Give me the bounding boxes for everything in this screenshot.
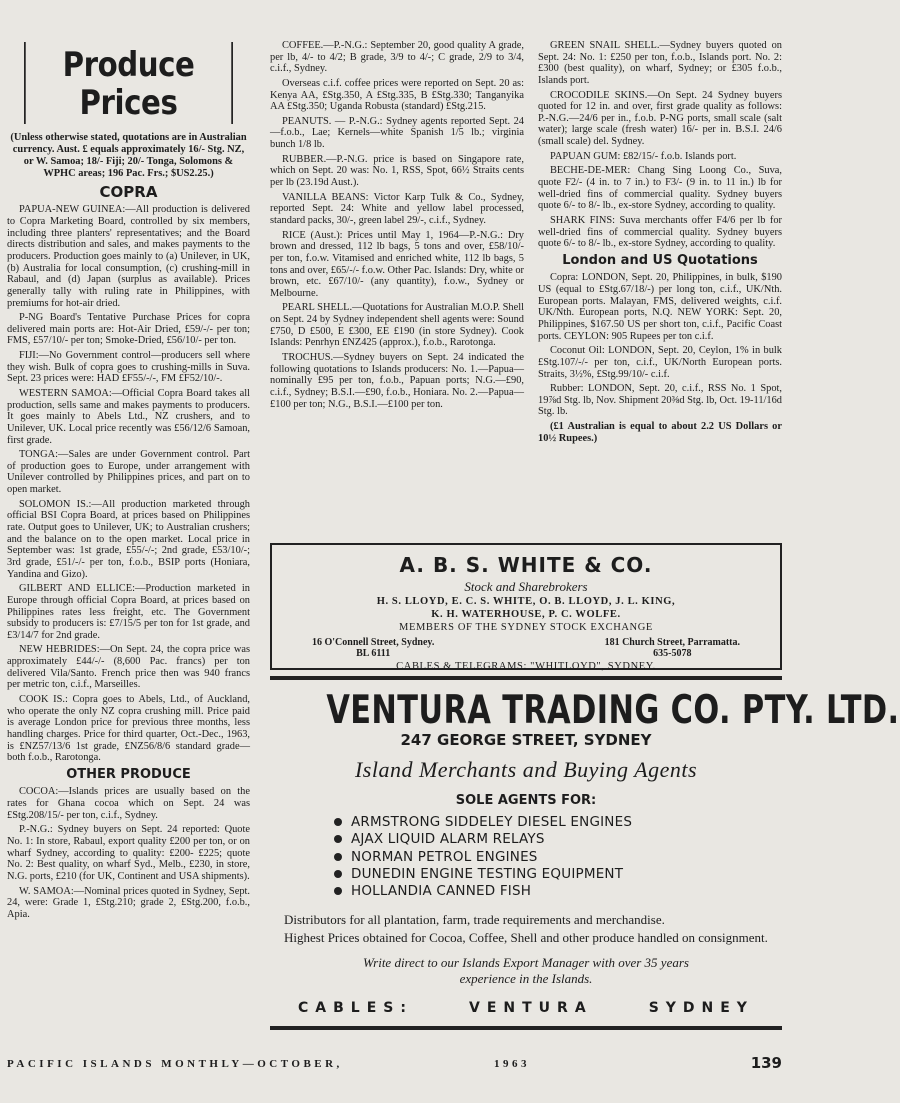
produce-paragraph: P.-N.G.: Sydney buyers on Sept. 24 reported: Quote No. 1: In store, Rabaul, export quality £200 per ton, or on wharf Sydney, according to quality: £200- £225; quote No. 2: Best quality, on wharf Syd., Melb., £230, in store, N.G. ports, £210 (for UK, Continent and USA shipments). (7, 824, 250, 882)
highest-prices-text: Highest Prices obtained for Cocoa, Coffee, Shell and other produce handled on consignment. (284, 929, 768, 945)
abs-partners: K. H. WATERHOUSE, P. C. WOLFE. (431, 609, 621, 621)
copra-paragraph: P-NG Board's Tentative Purchase Prices for copra delivered main ports are: Hot-Air Dried, £59/-/- per ton; FMS, £57/10/- per ton; Smoke-Dried, £56/10/- per ton. (7, 312, 250, 347)
quotation-paragraph: Rubber: LONDON, Sept. 20, c.i.f., RSS No. 1 Spot, 19⅞d Stg. lb, Nov. Shipment 20⅜d Stg. lb, Oct. 19-11/16d Stg. lb. (538, 383, 782, 418)
bullet-icon (334, 835, 342, 843)
address-line: 16 O'Connell Street, Sydney. (312, 637, 435, 649)
agent-name: AJAX LIQUID ALARM RELAYS (351, 831, 545, 848)
other-produce-heading: OTHER PRODUCE (66, 766, 191, 782)
produce-paragraph: GREEN SNAIL SHELL.—Sydney buyers quoted on Sept. 24: No. 1: £250 per ton, f.o.b., Islands port. No. 2: £300 (best quality), on wharf, Sydney; or £305 f.o.b., Islands port. (538, 40, 782, 86)
copra-paragraph: FIJI:—No Government control—producers sell where they wish. Bulk of copra goes to crushing-mills in Suva. Sept. 23 prices were: HAD £F55/-/-, FM £F52/10/-. (7, 350, 250, 385)
phone-line: 635-5078 (653, 648, 692, 660)
bullet-icon (334, 853, 342, 861)
produce-paragraph: W. SAMOA:—Nominal prices quoted in Sydney, Sept. 24, were: Grade 1, £Stg.210; grade 2, £Stg.200, f.o.b., Apia. (7, 885, 250, 920)
page-number: 139 (750, 1054, 782, 1072)
ventura-street: 247 GEORGE STREET, SYDNEY (400, 731, 652, 749)
list-item (334, 849, 782, 866)
abs-cables: CABLES & TELEGRAMS: "WHITLOYD", SYDNEY. (396, 661, 656, 673)
cables-word: VENTURA (469, 1000, 593, 1017)
copra-paragraph: SOLOMON IS.:—All production marketed through official BSI Copra Board, at prices based on Philippines rate. Output goes to Unilever, UK; to Australian crushers; and the balance on to the open market. Local price in September was: 1st grade, £55/-/-; 2nd grade, £53/10/-; 3rd grade, £51/-/- per ton, f.o.b., BSIP ports (Honiara, Yandina and Gizo). (7, 498, 250, 580)
bullet-icon (334, 818, 342, 826)
bullet-icon (334, 887, 342, 895)
produce-paragraph: TROCHUS.—Sydney buyers on Sept. 24 indicated the following quotations to Islands producers: No. 1.—Papua—nominally £95 per ton, f.o.b., Papuan ports; N.G.—£90, c.i.f., Sydney; B.S.I.—£90, f.o.b., Honiara. No. 2.—Papua—£100 per ton; N.G., B.S.I.—£100 per ton. (270, 352, 524, 410)
produce-paragraph: RICE (Aust.): Prices until May 1, 1964—P.-N.G.: Dry brown and dressed, 112 lb bags, 5 tons and over, £58/10/- per ton, f.o.w. Vitamised and enriched white, 112 lb bags, 5 tons and over, £65/-/- f.o.w. Other Pac. Islands: Dry, white or brown, etc. £67/10/- (any quantity), f.o.w., Sydney or Melbourne. (270, 229, 524, 299)
column-1 (7, 40, 250, 923)
bottom-rule (270, 1026, 782, 1030)
produce-paragraph: PAPUAN GUM: £82/15/- f.o.b. Islands port. (550, 150, 737, 162)
agent-name: HOLLANDIA CANNED FISH (351, 883, 532, 900)
produce-paragraph: PEARL SHELL.—Quotations for Australian M.O.P. Shell on Sept. 24 by Sydney independent shell agents were: Sound £750, D £500, E £300, EE £190 (in store Sydney). Cook Islands: Penrhyn £NZ425 (approx.), f.o.b., Rarotonga. (270, 302, 524, 349)
list-item (334, 831, 782, 848)
agents-list (270, 814, 782, 900)
write-line: experience in the Islands. (459, 970, 593, 986)
produce-paragraph: COFFEE.—P.-N.G.: September 20, good quality A grade, per lb, 4/- to 4/2; B grade, 3/9 to 4/-; C grade, 2/9 to 3/4, c.i.f., Sydney. (270, 40, 524, 75)
produce-paragraph: RUBBER.—P.-N.G. price is based on Singapore rate, which on Sept. 20 was: No. 1, RSS, Spot, 66½ Straits cents per lb (23.19d Aust.). (270, 153, 524, 189)
produce-paragraph: BECHE-DE-MER: Chang Sing Loong Co., Suva, quote F2/- (4 in. to 7 in.) to F3/- (9 in. to 11 in.) lb for well-dried fins of commercial quality. Sydney buyers quote 6/- to 8/- lb., ex-store Sydney, according to quality. (538, 165, 782, 212)
page-footer (7, 1054, 782, 1072)
agents-heading: SOLE AGENTS FOR: (455, 793, 597, 808)
abs-tagline: Stock and Sharebrokers (464, 579, 588, 594)
top-rule (270, 676, 782, 680)
quotation-paragraph: Coconut Oil: LONDON, Sept. 20, Ceylon, 1% in bulk £Stg.107/-/- per ton, c.i.f., UK/North European ports. Straits, 3½%, £Stg.99/10/- c.i.f. (538, 345, 782, 380)
copra-paragraph: TONGA:—Sales are under Government control. Part of production goes to Europe, under arrangement with Unilever controlled by Philippines prices, and part on to open market. (7, 449, 250, 496)
distributors-text: Distributors for all plantation, farm, trade requirements and merchandise. (284, 912, 665, 928)
column-3 (538, 40, 782, 447)
copra-paragraph: NEW HEBRIDES:—On Sept. 24, the copra price was approximately £44/-/- (8,600 Pac. francs) per ton delivered Vila/Santo. French price then was 940 francs per metric ton, c.i.f., Marseilles. (7, 644, 250, 691)
abs-address-parramatta (605, 637, 740, 659)
lead-note: (Unless otherwise stated, quotations are in Australian currency. Aust. £ equals approximately 16/- Stg. NZ, or W. Samoa; 18/- Fiji; 20/- Tonga, Solomons & WPHC areas; 196 Pac. Frs.; $US2.25.) (10, 132, 247, 179)
list-item (334, 883, 782, 900)
list-item (334, 866, 782, 883)
copra-heading: COPRA (99, 182, 158, 201)
cables-label: CABLES: (298, 1000, 413, 1017)
ventura-tagline: Island Merchants and Buying Agents (354, 757, 698, 782)
produce-paragraph: Overseas c.i.f. coffee prices were reported on Sept. 20 as: Kenya AA, £Stg.350, A £Stg.335, B £Stg.330; Tanganyika AA £Stg.350; Uganda Robusta (standard) £Stg.215. (270, 77, 524, 113)
abs-white-advert (270, 543, 782, 673)
column-2 (270, 40, 524, 413)
address-line: 181 Church Street, Parramatta. (604, 637, 740, 649)
cables-word: SYDNEY (648, 1000, 754, 1017)
agent-name: NORMAN PETROL ENGINES (351, 848, 538, 865)
write-direct-text (270, 955, 782, 986)
abs-firm-name: A. B. S. WHITE & CO. (399, 553, 653, 577)
quotation-paragraph: Copra: LONDON, Sept. 20, Philippines, in bulk, $190 US (equal to £Stg.67/18/-) per long ton, c.i.f., UK/Nth. European ports. Malayan, FMS, delivered weights, c.i.f. UK/Nth. European ports, N.Q. NEW YORK: Sept. 20, Philippines, $167.50 US per short ton, c.i.f., Pacific Coast ports. CEYLON: 905 Rupees per ton c.i.f. (538, 272, 782, 342)
write-line: Write direct to our Islands Export Manager with over 35 years (363, 954, 689, 970)
abs-addresses (272, 637, 780, 659)
abs-address-sydney (312, 637, 434, 659)
ventura-advert (270, 676, 900, 1030)
publication-year: 1963 (494, 1058, 530, 1070)
ventura-cables (270, 1000, 782, 1016)
produce-paragraph: PEANUTS. — P.-N.G.: Sydney agents reported Sept. 24—f.o.b., Lae; Kernels—white Spanish 1/5 lb.; virginia bunch 1/8 lb. (270, 115, 524, 151)
list-item (334, 814, 782, 831)
copra-paragraph: GILBERT AND ELLICE:—Production marketed in Europe through official Copra Board, at prices based on Philippines rates less freight, etc. The Government subsidy to producers is: £7/15/5 per ton for 1st grade, and £3/14/7 for 2nd grade. (7, 583, 250, 641)
copra-paragraph: COOK IS.: Copra goes to Abels, Ltd., of Auckland, who operate the only NZ copra crushing mill. Price paid is average London price for previous three months, less handling charges. Price for third quarter, Oct.-Dec., 1963, is £NZ57/13/6 1st grade, £NZ56/8/6 standard grade—both f.o.b., Rarotonga. (7, 694, 250, 764)
produce-paragraph: COCOA:—Islands prices are usually based on the rates for Ghana cocoa which on Sept. 24 was £Stg.208/15/- per ton, c.i.f., Sydney. (7, 786, 250, 821)
produce-paragraph: SHARK FINS: Suva merchants offer F4/6 per lb for well-dried fins of commercial quality. Sydney buyers quote 6/- to 8/- lb., ex-store Sydney, according to quality. (538, 214, 782, 250)
abs-partners: H. S. LLOYD, E. C. S. WHITE, O. B. LLOYD, J. L. KING, (376, 596, 676, 607)
london-us-heading: London and US Quotations (562, 252, 758, 268)
phone-line: BL 6111 (356, 648, 391, 660)
publication-title: PACIFIC ISLANDS MONTHLY—OCTOBER, (7, 1058, 343, 1070)
agent-name: ARMSTRONG SIDDELEY DIESEL ENGINES (351, 814, 633, 830)
masthead: Produce Prices (24, 42, 233, 124)
agent-name: DUNEDIN ENGINE TESTING EQUIPMENT (351, 865, 624, 882)
exchange-note: (£1 Australian is equal to about 2.2 US Dollars or 10½ Rupees.) (538, 421, 782, 444)
bullet-icon (334, 870, 342, 878)
copra-paragraph: WESTERN SAMOA:—Official Copra Board takes all production, sells same and makes payments to producers. It goes mainly to Abels Ltd., NZ crushers, and to Unilever, UK. Local price recently was £56/12/6 Samoan, first grade. (7, 388, 250, 446)
ventura-name: VENTURA TRADING CO. PTY. LTD. (326, 688, 900, 733)
copra-paragraph: PAPUA-NEW GUINEA:—All production is delivered to Copra Marketing Board, controlled by six members, including three planters' representatives; and the Board directs distribution and sales, and makes payments to the producers. Production goes mainly to (a) Unilever, in UK, (b) Australia for local consumption, (c) crushing-mill in Rabaul, and (d) Japan (surplus as available). Prices generally tally with ruling rate in Philippines, with premiums for hot-air dried. (7, 204, 250, 309)
produce-paragraph: VANILLA BEANS: Victor Karp Tulk & Co., Sydney, reported Sept. 24: White and yellow label processed, standard packs, 30/-, green label 29/-, c.i.f., Sydney. (270, 191, 524, 226)
produce-paragraph: CROCODILE SKINS.—On Sept. 24 Sydney buyers quoted for 12 in. and over, first grade quality as follows: P.-N.G.—24/6 per in., f.o.b. P-NG ports, small scale (salt water); large scale (fresh water) 16/- per in. B.S.I. 24/6 (small scale) del. Sydney. (538, 89, 782, 148)
abs-members: MEMBERS OF THE SYDNEY STOCK EXCHANGE (399, 622, 653, 634)
